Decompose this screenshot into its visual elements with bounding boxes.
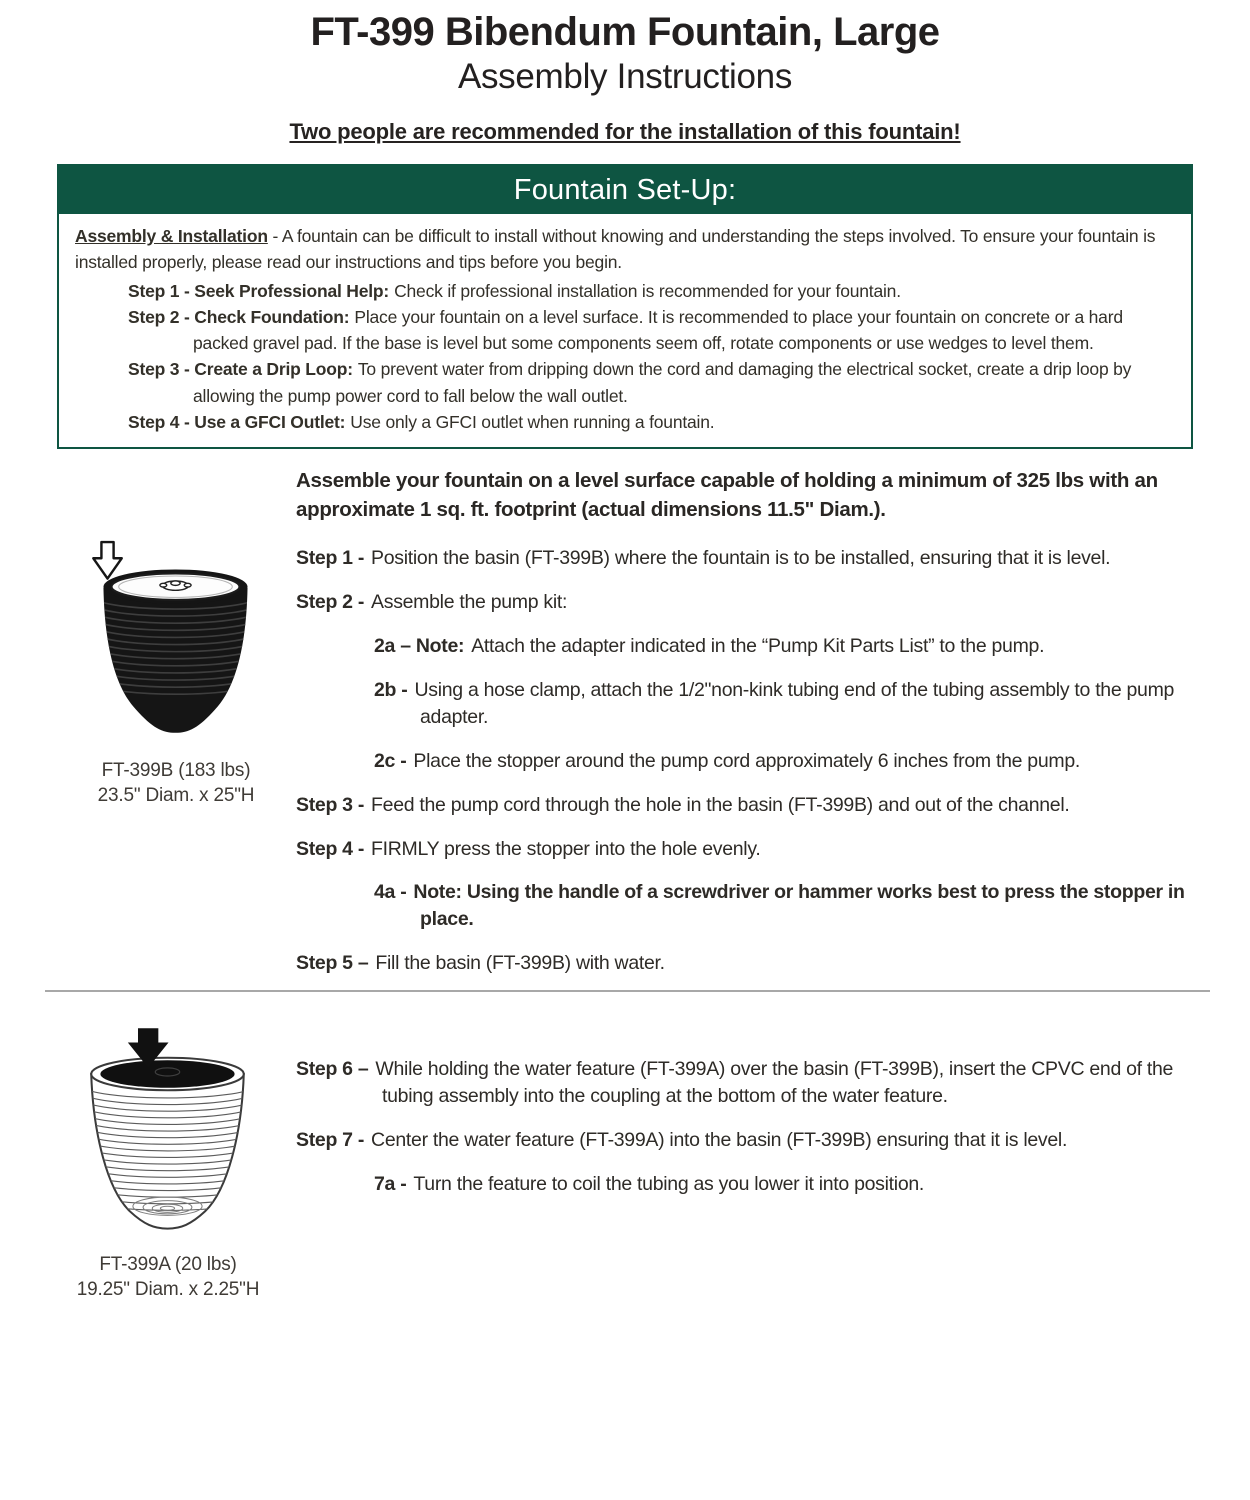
step-2c-text: Place the stopper around the pump cord approximately 6 inches from the pump. xyxy=(413,749,1080,772)
setup-step-4-label: Step 4 - Use a GFCI Outlet: xyxy=(128,411,346,432)
step-4-label: Step 4 - xyxy=(296,837,365,860)
setup-step-2-label: Step 2 - Check Foundation: xyxy=(128,306,350,327)
setup-intro-label: Assembly & Installation xyxy=(75,226,268,246)
step-2b xyxy=(374,677,1202,731)
setup-step-3 xyxy=(75,356,1175,409)
step-2-label: Step 2 - xyxy=(296,591,365,614)
basin-caption xyxy=(60,758,292,808)
assembly-intro: Assemble your fountain on a level surface capable of holding a minimum of 325 lbs with an approximate 1 sq. ft. footprint (actual dimensions 11.5" Diam.). xyxy=(296,469,1158,522)
step-2 xyxy=(296,589,1202,616)
step-1 xyxy=(296,545,1202,572)
step-3-label: Step 3 - xyxy=(296,793,365,816)
step-2-text: Assemble the pump kit: xyxy=(371,591,568,614)
setup-step-4 xyxy=(75,409,1175,435)
step-3-text: Feed the pump cord through the hole in the basin (FT-399B) and out of the channel. xyxy=(371,793,1070,816)
document-header xyxy=(0,0,1250,145)
step-2b-text: Using a hose clamp, attach the 1/2"non-kink tubing end of the tubing assembly to the pump adapter. xyxy=(414,678,1175,728)
assembly-steps-group-1 xyxy=(296,466,1202,994)
setup-box-header: Fountain Set-Up: xyxy=(59,166,1191,214)
feature-caption-line1: FT-399A (20 lbs) xyxy=(99,1254,237,1275)
setup-intro xyxy=(75,223,1175,276)
basin-caption-line2: 23.5" Diam. x 25"H xyxy=(97,785,255,807)
warning-note: Two people are recommended for the installation of this fountain! xyxy=(289,119,961,144)
setup-step-2 xyxy=(75,304,1175,357)
fountain-setup-box xyxy=(57,164,1193,449)
step-2a-label: 2a – Note: xyxy=(374,635,465,658)
step-1-label: Step 1 - xyxy=(296,547,365,570)
step-7 xyxy=(296,1127,1202,1154)
step-1-text: Position the basin (FT-399B) where the fountain is to be installed, ensuring that it is level. xyxy=(371,547,1111,570)
step-7a-text: Turn the feature to coil the tubing as you lower it into position. xyxy=(413,1172,925,1195)
page-subtitle: Assembly Instructions xyxy=(457,57,793,96)
feature-figure xyxy=(52,1027,284,1302)
step-2c-label: 2c - xyxy=(374,749,407,772)
setup-step-3-text: To prevent water from dripping down the cord and damaging the electrical socket, create a drip loop by allowing the pump power cord to fall below the wall outlet. xyxy=(193,359,1132,406)
down-arrow-outline-icon xyxy=(93,542,121,579)
step-7a xyxy=(374,1171,1202,1198)
step-2c xyxy=(374,748,1202,775)
step-4 xyxy=(296,836,1202,863)
step-6-text: While holding the water feature (FT-399A) over the basin (FT-399B), insert the CPVC end of the tubing assembly into the coupling at the bottom of the water feature. xyxy=(375,1058,1174,1107)
setup-intro-text: - A fountain can be difficult to install without knowing and understanding the steps involved. To ensure your fountain is installed properly, please read our instructions and tips before you begin. xyxy=(75,226,1156,273)
setup-box-body xyxy=(59,214,1191,447)
setup-step-1-label: Step 1 - Seek Professional Help: xyxy=(128,280,390,301)
assembly-section xyxy=(0,449,1250,1500)
step-5 xyxy=(296,950,1202,977)
setup-step-1 xyxy=(75,278,1175,304)
feature-image xyxy=(79,1027,257,1241)
basin-figure xyxy=(60,539,292,808)
page-title: FT-399 Bibendum Fountain, Large xyxy=(310,10,940,54)
assembly-steps-group-2 xyxy=(296,1056,1202,1215)
setup-step-4-text: Use only a GFCI outlet when running a fountain. xyxy=(350,411,715,432)
feature-caption xyxy=(52,1252,284,1302)
step-2a xyxy=(374,633,1202,660)
step-4a-text: Note: Using the handle of a screwdriver or hammer works best to press the stopper in place. xyxy=(413,881,1185,931)
step-2b-label: 2b - xyxy=(374,678,408,701)
basin-fitting xyxy=(160,581,191,590)
basin-image xyxy=(87,539,265,747)
step-4a xyxy=(374,879,1202,933)
feature-caption-line2: 19.25" Diam. x 2.25"H xyxy=(76,1279,260,1301)
step-2a-text: Attach the adapter indicated in the “Pump Kit Parts List” to the pump. xyxy=(471,635,1045,658)
step-7a-label: 7a - xyxy=(374,1172,407,1195)
step-4-text: FIRMLY press the stopper into the hole evenly. xyxy=(371,837,761,860)
step-7-label: Step 7 - xyxy=(296,1128,365,1151)
setup-step-2-text: Place your fountain on a level surface. It is recommended to place your fountain on concrete or a hard packed gravel pad. If the base is level but some components seem off, rotate components or use wedges to level them. xyxy=(193,306,1123,353)
step-7-text: Center the water feature (FT-399A) into the basin (FT-399B) ensuring that it is level. xyxy=(371,1128,1068,1151)
setup-step-1-text: Check if professional installation is recommended for your fountain. xyxy=(394,280,901,301)
step-5-label: Step 5 – xyxy=(296,952,369,975)
section-divider xyxy=(45,990,1210,992)
step-4a-label: 4a - xyxy=(374,881,407,904)
step-5-text: Fill the basin (FT-399B) with water. xyxy=(375,952,665,975)
step-6-label: Step 6 – xyxy=(296,1058,369,1080)
setup-step-3-label: Step 3 - Create a Drip Loop: xyxy=(128,359,353,380)
step-3 xyxy=(296,792,1202,819)
step-6 xyxy=(296,1056,1202,1110)
basin-caption-line1: FT-399B (183 lbs) xyxy=(101,760,251,781)
